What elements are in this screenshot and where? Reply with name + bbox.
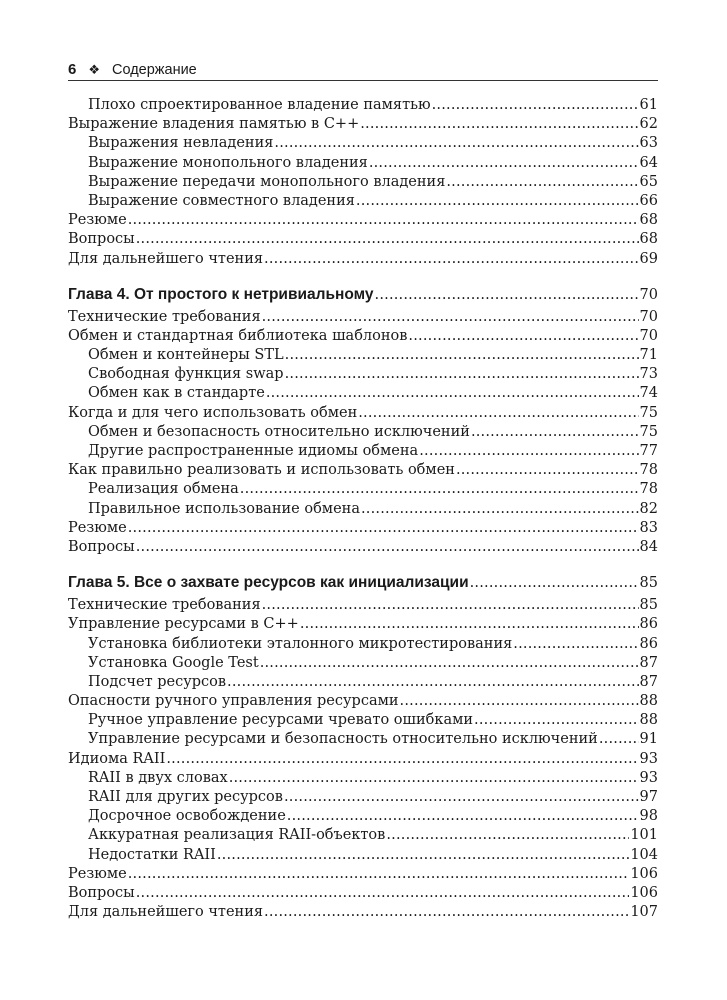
dot-leader [285, 346, 639, 365]
toc-entry-page: 97 [639, 789, 658, 805]
toc-entry-title: Досрочное освобождение [88, 808, 286, 825]
toc-entry [68, 308, 658, 327]
toc-entry [68, 96, 658, 115]
toc-entry-title: Ручное управление ресурсами чревато ошибками [88, 712, 474, 729]
dot-leader [419, 442, 638, 461]
dot-leader [375, 282, 639, 308]
toc-entry [68, 250, 658, 269]
toc-entry-page: 86 [639, 616, 658, 633]
toc-entry-page: 77 [639, 443, 658, 459]
toc-entry-title: Другие распространенные идиомы обмена [88, 443, 419, 459]
toc-entry-page: 84 [639, 538, 658, 555]
toc-entry [68, 461, 658, 480]
dot-leader [240, 480, 639, 499]
toc-entry-title: Подсчет ресурсов [88, 673, 227, 690]
dot-leader [217, 846, 629, 865]
toc-entry-page: 70 [639, 308, 658, 325]
toc-entry-page: 69 [639, 250, 658, 267]
toc-entry-page: 106 [630, 884, 658, 901]
toc-entry-page: 106 [630, 865, 658, 882]
toc-entry-title: Установка Google Test [88, 654, 259, 671]
toc-entry-title: Резюме [68, 865, 127, 882]
toc-entry-title: Недостатки RAII [88, 846, 216, 863]
toc-entry [68, 635, 658, 654]
dot-leader [386, 826, 629, 845]
dot-leader [166, 750, 638, 769]
toc-entry-page: 83 [639, 519, 658, 536]
toc-entry [68, 884, 658, 903]
toc-entry-title: Опасности ручного управления ресурсами [68, 693, 399, 710]
dot-leader [358, 404, 638, 423]
toc-entry-page: 107 [630, 904, 658, 921]
toc-entry [68, 673, 658, 692]
toc-entry-title: RAII в двух словах [88, 769, 228, 786]
toc-entry-page: 71 [639, 347, 658, 364]
toc-entry-title: Выражение совместного владения [88, 192, 355, 209]
toc-entry-page: 70 [639, 286, 658, 303]
toc-entry-title: Вопросы [68, 884, 135, 901]
toc-entry-title: Выражения невладения [88, 135, 274, 152]
table-of-contents [68, 96, 658, 922]
toc-entry-page: 61 [639, 97, 658, 113]
dot-leader [285, 365, 639, 384]
dot-leader [264, 903, 629, 922]
toc-entry-title: Аккуратная реализация RAII-объектов [88, 827, 386, 844]
dot-leader [284, 788, 639, 807]
toc-entry-title: Как правильно реализовать и использовать обмен [68, 462, 455, 479]
toc-entry-title: Обмен и безопасность относительно исключений [88, 423, 470, 440]
running-header [68, 56, 658, 81]
dot-leader [262, 596, 639, 615]
toc-entry-page: 85 [639, 575, 658, 592]
dot-leader [128, 211, 639, 230]
toc-entry [68, 134, 658, 153]
toc-entry-title: Глава 4. От простого к нетривиальному [68, 285, 374, 303]
dot-leader [274, 134, 638, 153]
toc-entry-title: Выражение владения памятью в C++ [68, 116, 360, 133]
toc-entry-title: Управление ресурсами и безопасность относительно исключений [88, 731, 598, 748]
dot-leader [128, 519, 639, 538]
toc-entry [68, 211, 658, 230]
dot-leader [474, 711, 639, 730]
toc-entry-title: Для дальнейшего чтения [68, 904, 264, 921]
dot-leader [356, 192, 639, 211]
toc-entry [68, 384, 658, 403]
toc-entry-title: Плохо спроектированное владение памятью [88, 97, 431, 113]
toc-entry-title: RAII для других ресурсов [88, 789, 283, 805]
toc-entry [68, 346, 658, 365]
toc-entry-page: 85 [639, 597, 658, 614]
toc-entry [68, 192, 658, 211]
dot-leader [266, 384, 639, 403]
toc-entry-page: 68 [639, 212, 658, 229]
dot-leader [136, 538, 639, 557]
toc-entry-title: Резюме [68, 519, 127, 536]
toc-entry [68, 596, 658, 615]
toc-entry-title: Глава 5. Все о захвате ресурсов как инициализации [68, 574, 469, 592]
toc-entry [68, 423, 658, 442]
toc-entry-title: Реализация обмена [88, 481, 239, 498]
toc-entry-title: Для дальнейшего чтения [68, 250, 264, 267]
toc-entry-title: Когда и для чего использовать обмен [68, 404, 358, 421]
toc-entry-title: Вопросы [68, 538, 135, 555]
toc-entry-title: Обмен и стандартная библиотека шаблонов [68, 327, 408, 344]
dot-leader [260, 654, 639, 673]
toc-entry [68, 807, 658, 826]
dot-leader [470, 570, 639, 596]
toc-entry [68, 327, 658, 346]
toc-entry-title: Свободная функция swap [88, 366, 284, 383]
dot-leader [369, 154, 639, 173]
toc-entry-page: 91 [639, 731, 658, 748]
toc-entry-page: 78 [639, 462, 658, 479]
toc-chapter [68, 282, 658, 308]
toc-entry-title: Технические требования [68, 597, 261, 614]
dot-leader [287, 807, 639, 826]
toc-entry-page: 87 [639, 673, 658, 690]
toc-entry [68, 769, 658, 788]
dot-leader [471, 423, 639, 442]
dot-leader [599, 730, 639, 749]
dot-leader [360, 115, 638, 134]
toc-entry-page: 93 [639, 769, 658, 786]
toc-entry-page: 78 [639, 481, 658, 498]
toc-entry-title: Управление ресурсами в C++ [68, 616, 299, 633]
dot-leader [227, 673, 639, 692]
toc-entry-page: 88 [639, 693, 658, 710]
toc-entry [68, 615, 658, 634]
toc-entry [68, 711, 658, 730]
dot-leader [264, 250, 639, 269]
toc-entry [68, 442, 658, 461]
chapter-gap [68, 269, 658, 282]
dot-leader [513, 635, 638, 654]
toc-entry [68, 365, 658, 384]
toc-entry-title: Резюме [68, 212, 127, 229]
toc-entry-page: 87 [639, 654, 658, 671]
toc-entry [68, 654, 658, 673]
toc-entry-title: Выражение передачи монопольного владения [88, 173, 446, 190]
toc-entry-page: 66 [639, 192, 658, 209]
toc-entry-title: Технические требования [68, 308, 261, 325]
toc-entry-title: Обмен как в стандарте [88, 385, 265, 402]
ornament-icon: ❖ [88, 62, 100, 77]
toc-entry [68, 692, 658, 711]
toc-entry-page: 70 [639, 327, 658, 344]
toc-entry-page: 62 [639, 116, 658, 133]
toc-entry-page: 74 [639, 385, 658, 402]
toc-entry-title: Выражение монопольного владения [88, 154, 368, 171]
dot-leader [229, 769, 639, 788]
toc-entry-page: 64 [639, 154, 658, 171]
dot-leader [300, 615, 639, 634]
dot-leader [136, 230, 639, 249]
toc-entry-title: Идиома RAII [68, 750, 166, 767]
toc-entry [68, 538, 658, 557]
dot-leader [400, 692, 639, 711]
toc-entry-title: Вопросы [68, 231, 135, 248]
chapter-gap [68, 557, 658, 570]
toc-entry-page: 68 [639, 231, 658, 248]
toc-entry-page: 98 [639, 808, 658, 825]
toc-entry-page: 104 [630, 846, 658, 863]
toc-entry [68, 903, 658, 922]
toc-entry-page: 93 [639, 750, 658, 767]
toc-entry-page: 63 [639, 135, 658, 152]
toc-entry-page: 73 [639, 366, 658, 383]
toc-entry-page: 75 [639, 404, 658, 421]
toc-entry [68, 500, 658, 519]
toc-entry [68, 404, 658, 423]
toc-entry [68, 730, 658, 749]
dot-leader [456, 461, 639, 480]
toc-entry-page: 86 [639, 635, 658, 652]
page-number: 6 [68, 61, 77, 78]
toc-entry [68, 826, 658, 845]
dot-leader [128, 865, 630, 884]
toc-entry-page: 82 [639, 500, 658, 517]
toc-chapter [68, 570, 658, 596]
toc-entry-title: Обмен и контейнеры STL [88, 347, 284, 364]
dot-leader [262, 308, 639, 327]
toc-entry [68, 173, 658, 192]
toc-entry-title: Правильное использование обмена [88, 500, 360, 517]
toc-entry [68, 750, 658, 769]
toc-entry [68, 865, 658, 884]
dot-leader [408, 327, 638, 346]
header-title: Содержание [112, 62, 197, 78]
toc-entry-page: 65 [639, 173, 658, 190]
toc-entry-title: Установка библиотеки эталонного микротестирования [88, 635, 513, 652]
toc-entry [68, 519, 658, 538]
toc-entry-page: 75 [639, 423, 658, 440]
toc-entry [68, 480, 658, 499]
dot-leader [136, 884, 630, 903]
toc-entry [68, 230, 658, 249]
dot-leader [446, 173, 638, 192]
toc-entry [68, 154, 658, 173]
dot-leader [361, 500, 639, 519]
toc-entry [68, 788, 658, 807]
toc-entry [68, 846, 658, 865]
toc-entry-page: 88 [639, 712, 658, 729]
toc-entry [68, 115, 658, 134]
toc-entry-page: 101 [630, 827, 658, 844]
dot-leader [432, 96, 639, 115]
